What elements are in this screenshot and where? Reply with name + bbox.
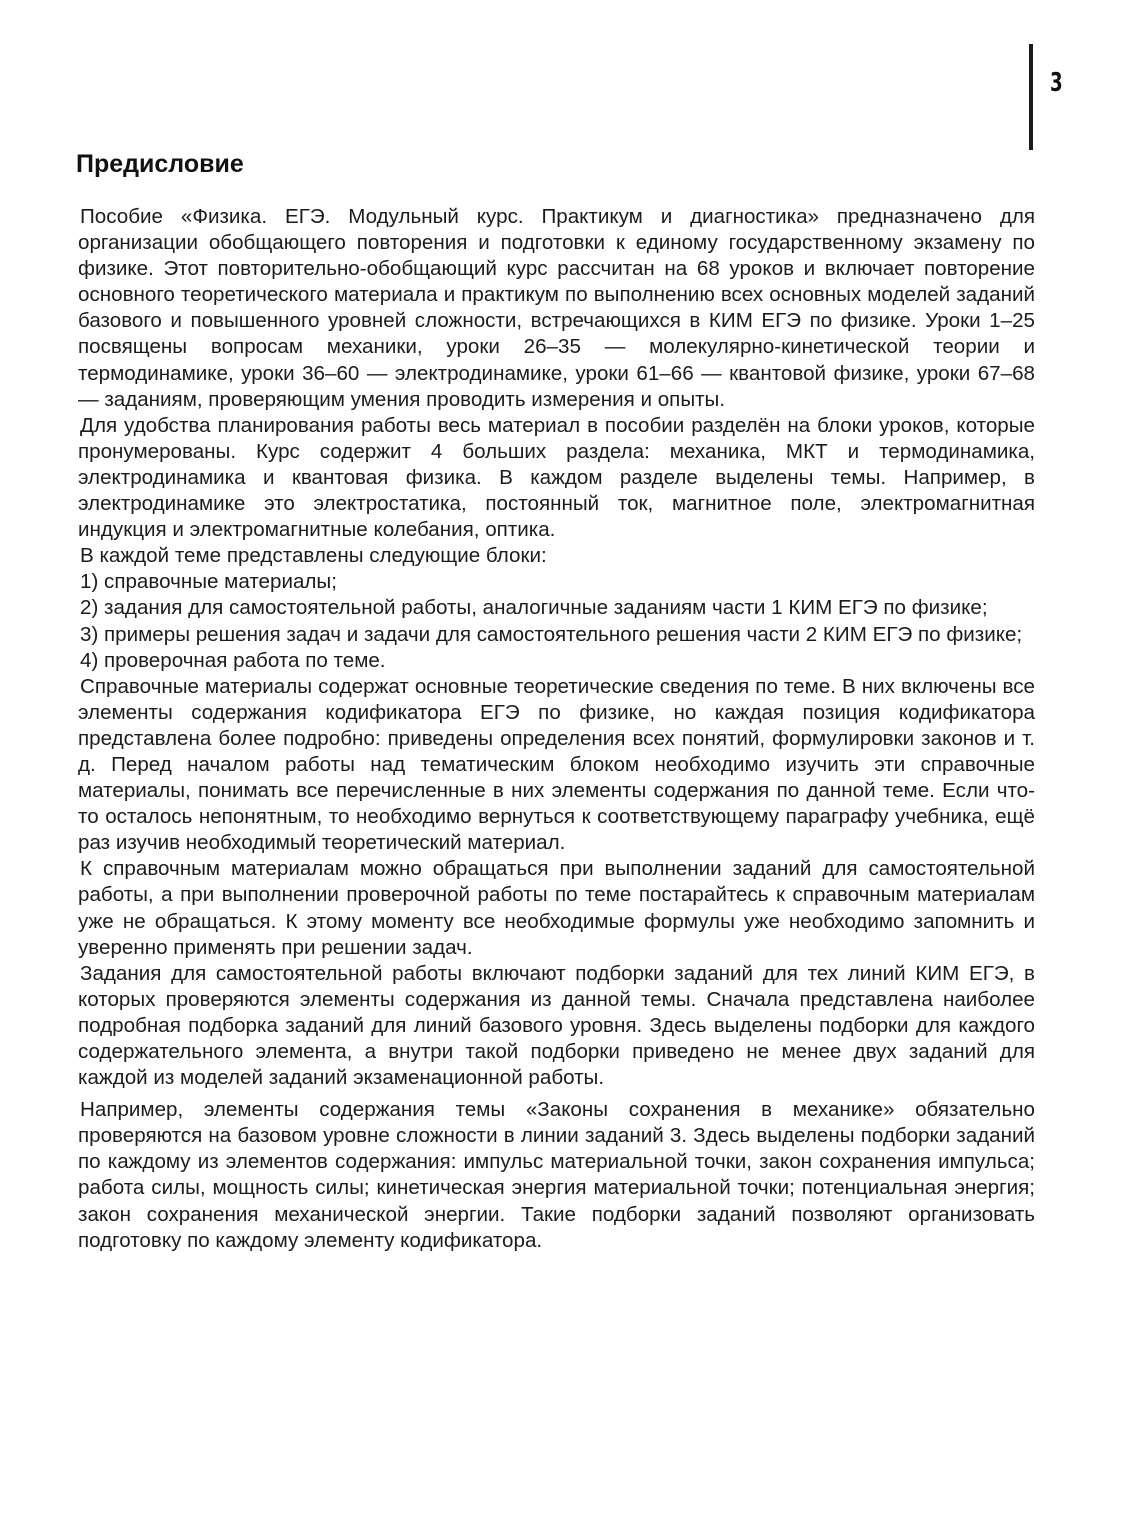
paragraph-structure: Для удобства планирования работы весь материал в пособии разделён на блоки уроков, которые пронумерованы. Курс содержит 4 больших раздела: механика, МКТ и термодинамика, электродинамика и квантовая физика. В каждом разделе выделены темы. Например, в электродинамике это электростатика, постоянный ток, магнитное поле, электромагнитная индукция и электромагнитные колебания, оптика. bbox=[78, 413, 1035, 542]
paragraph-blocks-intro: В каждой теме представлены следующие блоки: bbox=[80, 544, 547, 568]
paragraph-self-study-tasks: Задания для самостоятельной работы включают подборки заданий для тех линий КИМ ЕГЭ, в которых проверяются элементы содержания из данной темы. Сначала представлена наиболее подробная подборка заданий для линий базового уровня. Здесь выделены подборки для каждого содержательного элемента, а внутри такой подборки приведено не менее двух заданий для каждой из моделей заданий экзаменационной работы. bbox=[78, 961, 1035, 1090]
page-title: Предисловие bbox=[76, 150, 244, 178]
paragraph-example: Например, элементы содержания темы «Законы сохранения в механике» обязательно проверяются на базовом уровне сложности в линии заданий 3. Здесь выделены подборки заданий по каждому из элементов содержания: импульс материальной точки, закон сохранения импульса; работа силы, мощность силы; кинетическая энергия материальной точки; потенциальная энергия; закон сохранения механической энергии. Такие подборки заданий позволяют организовать подготовку по каждому элементу кодификатора. bbox=[78, 1098, 1035, 1252]
header-rule bbox=[1029, 44, 1033, 150]
page-number: 3 bbox=[1050, 68, 1063, 98]
list-item: 3) примеры решения задач и задачи для самостоятельного решения части 2 КИМ ЕГЭ по физике; bbox=[80, 622, 1023, 646]
list-item: 1) справочные материалы; bbox=[80, 570, 337, 594]
paragraph-reference-materials: Справочные материалы содержат основные теоретические сведения по теме. В них включены все элементы содержания кодификатора ЕГЭ по физике, но каждая позиция кодификатора представлена более подробно: приведены определения всех понятий, формулировки законов и т. д. Перед началом работы над тематическим блоком необходимо изучить эти справочные материалы, понимать все перечисленные в них элементы содержания по данной теме. Если что-то осталось непонятным, то необходимо вернуться к соответствующему параграфу учебника, ещё раз изучив необходимый теоретический материал. bbox=[78, 674, 1035, 855]
paragraph-reference-usage: К справочным материалам можно обращаться при выполнении заданий для самостоятельной работы, а при выполнении проверочной работы по теме постарайтесь к справочным материалам уже не обращаться. К этому моменту все необходимые формулы уже необходимо запомнить и уверенно применять при решении задач. bbox=[78, 857, 1035, 959]
paragraph-intro: Пособие «Физика. ЕГЭ. Модульный курс. Практикум и диагностика» предназначено для организации обобщающего повторения и подготовки к единому государственному экзамену по физике. Этот повторительно-обобщающий курс рассчитан на 68 уроков и включает повторение основного теоретического материала и практикум по выполнению всех основных моделей заданий базового и повышенного уровней сложности, встречающихся в КИМ ЕГЭ по физике. Уроки 1–25 посвящены вопросам механики, уроки 26–35 — молекулярно-кинетической теории и термодинамике, уроки 36–60 — электродинамике, уроки 61–66 — квантовой физике, уроки 67–68 — заданиям, проверяющим умения проводить измерения и опыты. bbox=[78, 205, 1035, 411]
list-item: 2) задания для самостоятельной работы, аналогичные заданиям части 1 КИМ ЕГЭ по физике; bbox=[80, 596, 988, 620]
body-text bbox=[78, 204, 1035, 1254]
list-item: 4) проверочная работа по теме. bbox=[80, 648, 386, 672]
